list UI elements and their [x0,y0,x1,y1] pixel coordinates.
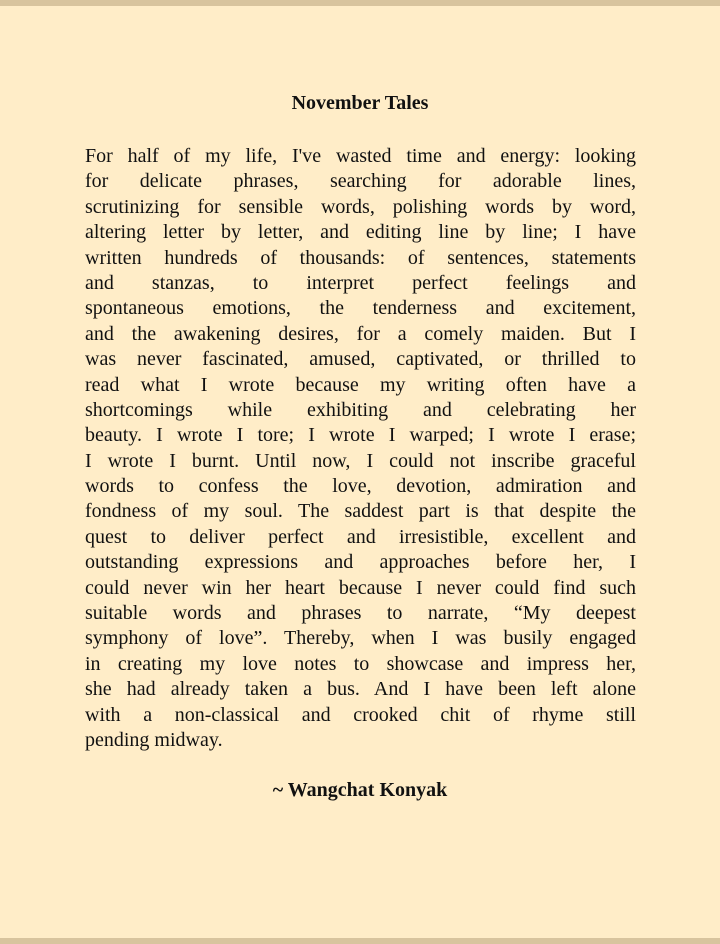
body-line: scrutinizing for sensible words, polishing words by word, [85,195,636,218]
body-line: read what I wrote because my writing often have a [85,373,636,396]
poem-body [85,144,636,753]
body-line: fondness of my soul. The saddest part is that despite the [85,500,636,523]
bottom-border [0,938,720,944]
body-line: was never fascinated, amused, captivated, or thrilled to [85,348,636,371]
body-line: words to confess the love, devotion, admiration and [85,475,636,498]
body-line: quest to deliver perfect and irresistible, excellent and [85,525,636,548]
body-line: with a non-classical and crooked chit of rhyme still [85,703,636,726]
body-line: spontaneous emotions, the tenderness and excitement, [85,297,636,320]
body-line: for delicate phrases, searching for adorable lines, [85,170,636,193]
page-title: November Tales [291,92,429,114]
body-line: For half of my life, I've wasted time and energy: looking [85,145,636,167]
body-line: written hundreds of thousands: of sentences, statements [85,246,636,269]
top-border [0,0,720,6]
body-line: suitable words and phrases to narrate, “My deepest [85,602,636,625]
body-line: I wrote I burnt. Until now, I could not inscribe graceful [85,449,636,472]
body-line: outstanding expressions and approaches before her, I [85,551,636,574]
author-signature: ~ Wangchat Konyak [272,779,448,801]
body-line: could never win her heart because I never could find such [85,576,636,599]
body-line: symphony of love”. Thereby, when I was busily engaged [85,627,636,650]
body-line: and stanzas, to interpret perfect feelings and [85,271,636,294]
body-line: she had already taken a bus. And I have been left alone [85,678,636,701]
body-line: beauty. I wrote I tore; I wrote I warped; I wrote I erase; [85,424,636,447]
body-line: shortcomings while exhibiting and celebrating her [85,398,636,421]
body-line: in creating my love notes to showcase and impress her, [85,652,636,675]
body-line: altering letter by letter, and editing line by line; I have [85,221,636,244]
body-line: and the awakening desires, for a comely maiden. But I [85,322,636,345]
body-line: pending midway. [85,728,223,751]
